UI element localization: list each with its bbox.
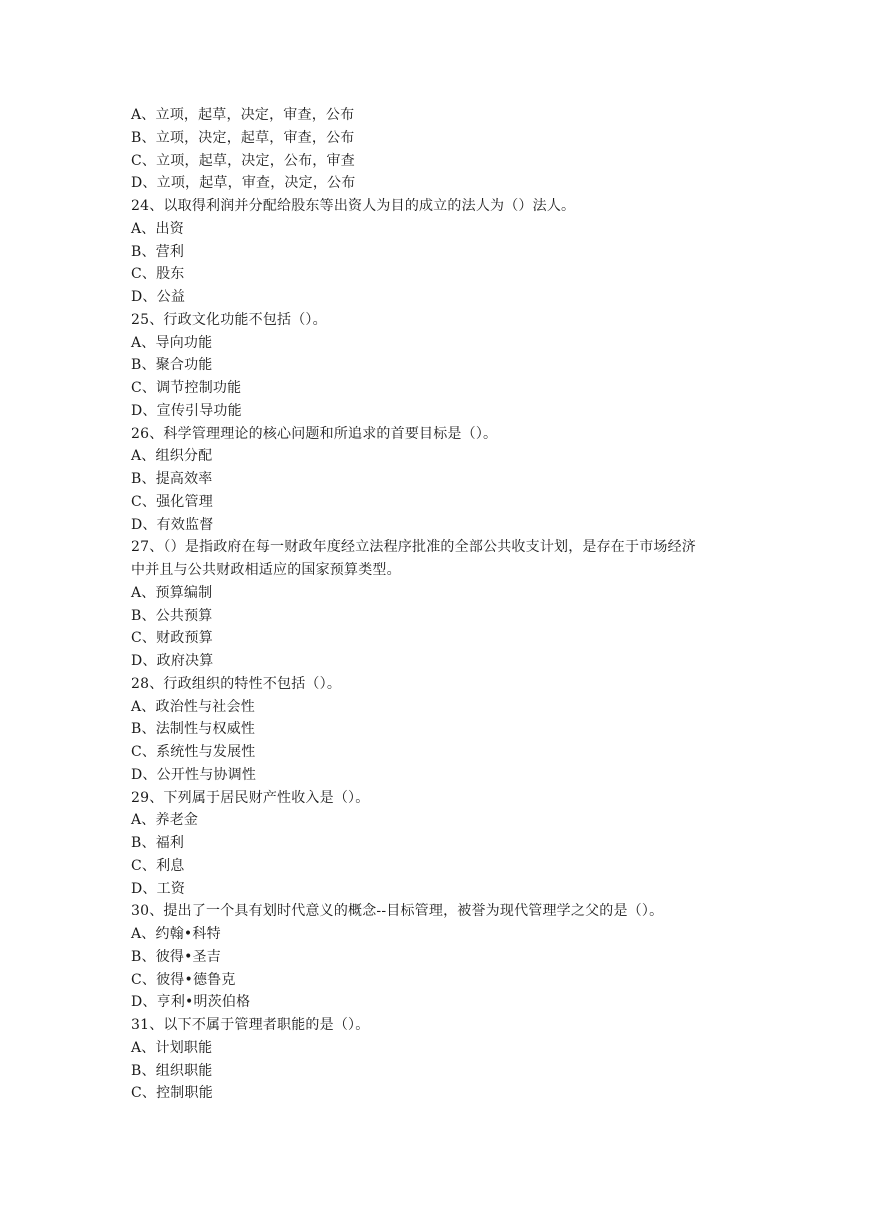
option-line: A、导向功能: [131, 334, 213, 351]
option-line: D、工资: [131, 880, 186, 897]
option-line: C、控制职能: [131, 1085, 213, 1102]
option-line: C、系统性与发展性: [131, 744, 256, 760]
option-line: A、立项，起草，决定，审查，公布: [131, 107, 355, 123]
option-line: D、有效监督: [131, 516, 214, 533]
question-line: 31、以下不属于管理者职能的是（）。: [131, 1017, 370, 1033]
option-line: A、政治性与社会性: [131, 698, 255, 715]
option-line: B、彼得•圣吉: [131, 948, 221, 965]
option-line: C、彼得•德鲁克: [131, 971, 236, 988]
option-line: B、组织职能: [131, 1062, 213, 1079]
option-line: D、亨利•明茨伯格: [131, 994, 251, 1011]
option-line: A、养老金: [131, 812, 199, 829]
option-line: A、计划职能: [131, 1039, 213, 1056]
option-line: B、营利: [131, 243, 185, 260]
question-line: 25、行政文化功能不包括（）。: [131, 311, 327, 328]
question-line: 27、（）是指政府在每一财政年度经立法程序批准的全部公共收支计划，是存在于市场经济: [131, 539, 697, 556]
option-line: C、调节控制功能: [131, 380, 242, 396]
option-line: D、政府决算: [131, 653, 214, 669]
option-line: B、立项，决定，起草，审查，公布: [131, 129, 355, 146]
question-line: 28、行政组织的特性不包括（）。: [131, 675, 342, 692]
document-page: [131, 104, 751, 1105]
option-line: C、股东: [131, 266, 185, 283]
option-line: A、组织分配: [131, 448, 213, 465]
option-line: C、立项，起草，决定，公布，审查: [131, 152, 355, 169]
option-line: B、法制性与权威性: [131, 721, 256, 738]
option-line: C、利息: [131, 857, 185, 874]
option-line: A、预算编制: [131, 584, 213, 601]
question-line: 30、提出了一个具有划时代意义的概念--目标管理，被誉为现代管理学之父的是（）。: [131, 903, 664, 920]
option-line: D、公益: [131, 289, 186, 305]
option-line: C、财政预算: [131, 630, 213, 647]
option-line: A、出资: [131, 220, 184, 237]
question-line-continued: 中并且与公共财政相适应的国家预算类型。: [131, 562, 401, 578]
question-line: 26、科学管理理论的核心问题和所追求的首要目标是（）。: [131, 425, 498, 442]
option-line: B、公共预算: [131, 607, 213, 624]
option-line: D、公开性与协调性: [131, 766, 257, 783]
option-line: B、福利: [131, 835, 185, 851]
option-line: C、强化管理: [131, 493, 213, 510]
option-line: A、约翰•科特: [131, 926, 221, 942]
option-line: B、提高效率: [131, 471, 213, 487]
option-line: B、聚合功能: [131, 357, 213, 374]
option-line: D、宣传引导功能: [131, 402, 242, 419]
option-line: D、立项，起草，审查，决定，公布: [131, 175, 356, 192]
question-line: 29、下列属于居民财产性收入是（）。: [131, 789, 370, 806]
question-line: 24、以取得利润并分配给股东等出资人为目的成立的法人为（）法人。: [131, 198, 576, 214]
